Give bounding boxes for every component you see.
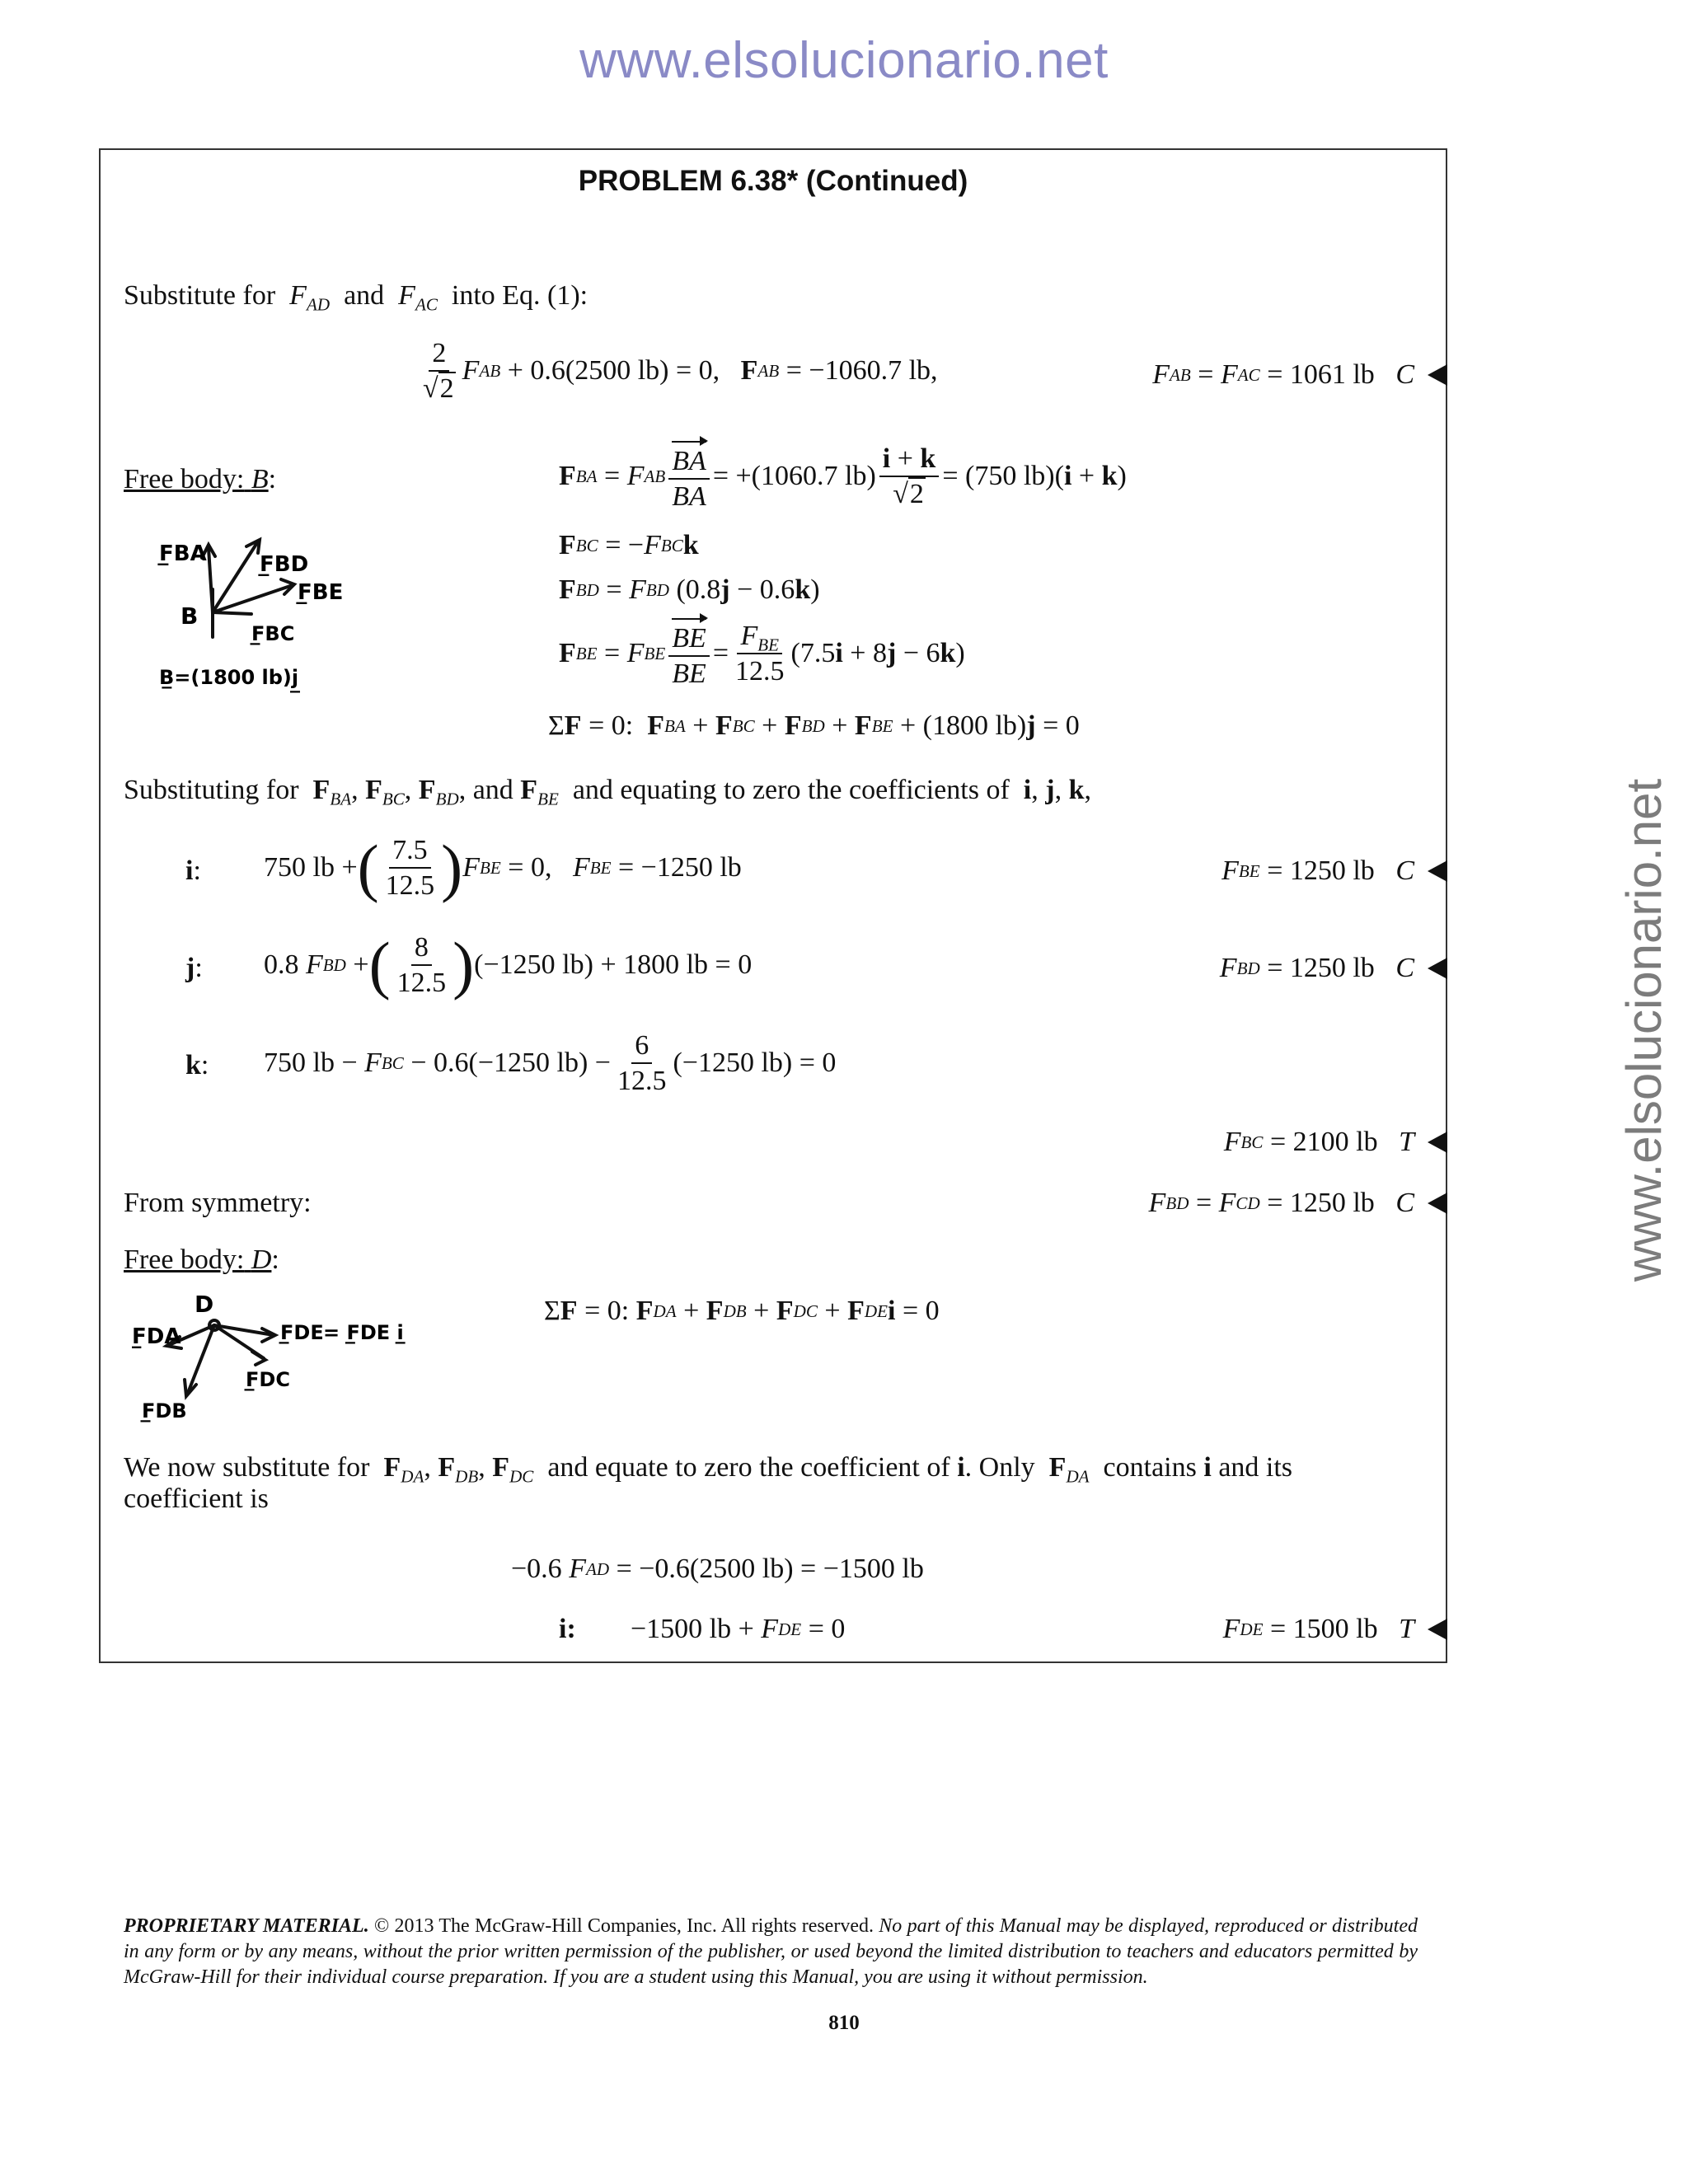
sketch-b-fbe-arrow bbox=[213, 585, 293, 612]
last-i-label: i: bbox=[559, 1614, 576, 1644]
answer-marker-icon bbox=[1428, 958, 1447, 979]
free-body-b-label: Free body: B: bbox=[124, 464, 277, 494]
svg-text:F̲BC: F̲BC bbox=[251, 622, 295, 645]
equation-k: 750 lb − F BC − 0.6(−1250 lb) − $\frac{6}{12.5}$ (−1250 lb) = 0 bbox=[264, 1030, 837, 1097]
free-body-d-label: Free body: D: bbox=[124, 1244, 279, 1275]
answer-marker-icon bbox=[1428, 1132, 1447, 1153]
svg-text:D: D bbox=[195, 1294, 214, 1318]
answer-fde: F DE = 1500 lb T bbox=[1223, 1614, 1447, 1645]
substituting-line: Substituting for $F_{BA}$, $F_{BC}$, $F_{BD}$, and $F_{BE}$ and equating to zero the coefficients of i, j, k, bbox=[124, 775, 1091, 809]
svg-text:F̲BD: F̲BD bbox=[260, 552, 309, 577]
answer-marker-icon bbox=[1428, 1193, 1447, 1214]
watermark-side: www.elsolucionario.net bbox=[1616, 778, 1672, 1282]
equation-j: 0.8 F BD + ( $\frac{8}{12.5}$ ) (−1250 lb) + 1800 lb = 0 bbox=[264, 929, 753, 1001]
final-text-line2: coefficient is bbox=[124, 1483, 269, 1514]
svg-text:B: B bbox=[181, 602, 199, 630]
equation-last-2: −1500 lb + F DE = 0 bbox=[631, 1614, 846, 1644]
equation-sum-b: Σ F = 0: F BA + F BC + F BD + F BE + (1800 lb) j = 0 bbox=[548, 710, 1080, 741]
answer-fbd: F BD = 1250 lb C bbox=[1220, 953, 1447, 984]
final-text-line1: We now substitute for $F_{DA}$, $F_{DB}$, $F_{DC}$ and equate to zero the coefficient of i. Only $F_{DA}$ contains i and its bbox=[124, 1452, 1293, 1487]
intro-line: Substitute for $F_{AD}$ and $F_{AC}$ into Eq. (1): bbox=[124, 280, 588, 315]
equation-last-1: −0.6 F AD = −0.6(2500 lb) = −1500 lb bbox=[511, 1554, 924, 1584]
svg-text:F̲BE: F̲BE bbox=[298, 580, 344, 605]
equation-sum-d: Σ F = 0: F DA + F DB + F DC + F DE i = 0 bbox=[544, 1296, 940, 1326]
answer-marker-icon bbox=[1428, 1619, 1447, 1640]
page-number: 810 bbox=[828, 2012, 860, 2034]
j-label: j: bbox=[185, 953, 203, 983]
i-label: i: bbox=[185, 855, 201, 886]
equation-fba: F BA = F AB $\frac{BA}{BA}$ = +(1060.7 lb) $\frac{i + k}{√2}$ = (750 lb)( i + k ) bbox=[559, 441, 1127, 513]
symmetry-label: From symmetry: bbox=[124, 1188, 312, 1218]
svg-text:F̲DE: F̲DE bbox=[280, 1321, 324, 1344]
answer-fcd: F BD = F CD = 1250 lb C bbox=[1149, 1188, 1447, 1219]
svg-text:F̲DC: F̲DC bbox=[246, 1368, 290, 1391]
free-body-b-sketch bbox=[152, 532, 359, 696]
answer-marker-icon bbox=[1428, 860, 1447, 882]
problem-title: PROBLEM 6.38* (Continued) bbox=[578, 165, 968, 197]
svg-text:F̲BA: F̲BA bbox=[159, 541, 207, 566]
watermark-top: www.elsolucionario.net bbox=[579, 32, 1109, 89]
answer-fbc: F BC = 2100 lb T bbox=[1224, 1127, 1447, 1158]
equation-i: 750 lb + ( $\frac{7.5}{12.5}$ ) F BE = 0, F BE = −1250 lb bbox=[264, 832, 742, 904]
equation-fbe: F BE = F BE $\frac{BE}{BE}$ = $\frac{F_{BE}}{12.5}$ (7.5 i + 8 j − 6 k ) bbox=[559, 618, 965, 690]
free-body-d-sketch bbox=[132, 1294, 429, 1442]
answer-fbe: F BE = 1250 lb C bbox=[1221, 855, 1447, 887]
k-label: k: bbox=[185, 1050, 209, 1080]
equation-fbd: F BD = F BD (0.8 j − 0.6 k ) bbox=[559, 574, 820, 605]
equation-fbc: F BC = − F BC k bbox=[559, 530, 699, 560]
svg-text:F̲DB: F̲DB bbox=[142, 1399, 187, 1422]
equation-fab: $\frac{2}{√2}$ F AB + 0.6(2500 lb) = 0, F AB = −1060.7 lb, bbox=[423, 338, 938, 405]
copyright-footer: PROPRIETARY MATERIAL. © 2013 The McGraw-Hill Companies, Inc. All rights reserved. No part of this Manual may be displayed, reproduced or distributed in any form or by any means, without the prior written permission of the publisher, or used beyond the limited distribution to teachers and educators permitted by McGraw-Hill for their individual course preparation. If you are a student using this Manual, you are using it without permission. bbox=[124, 1915, 1418, 1988]
answer-fab: F AB = F AC = 1061 lb C bbox=[1152, 359, 1447, 391]
answer-marker-icon bbox=[1428, 364, 1447, 386]
svg-text:= F̲DE i̲: = F̲DE i̲ bbox=[323, 1321, 404, 1344]
sketch-b-fbd-arrow bbox=[213, 541, 258, 612]
svg-text:B̲=(1800 lb)j̲: B̲=(1800 lb)j̲ bbox=[159, 666, 299, 689]
svg-text:F̲DA: F̲DA bbox=[132, 1324, 181, 1349]
